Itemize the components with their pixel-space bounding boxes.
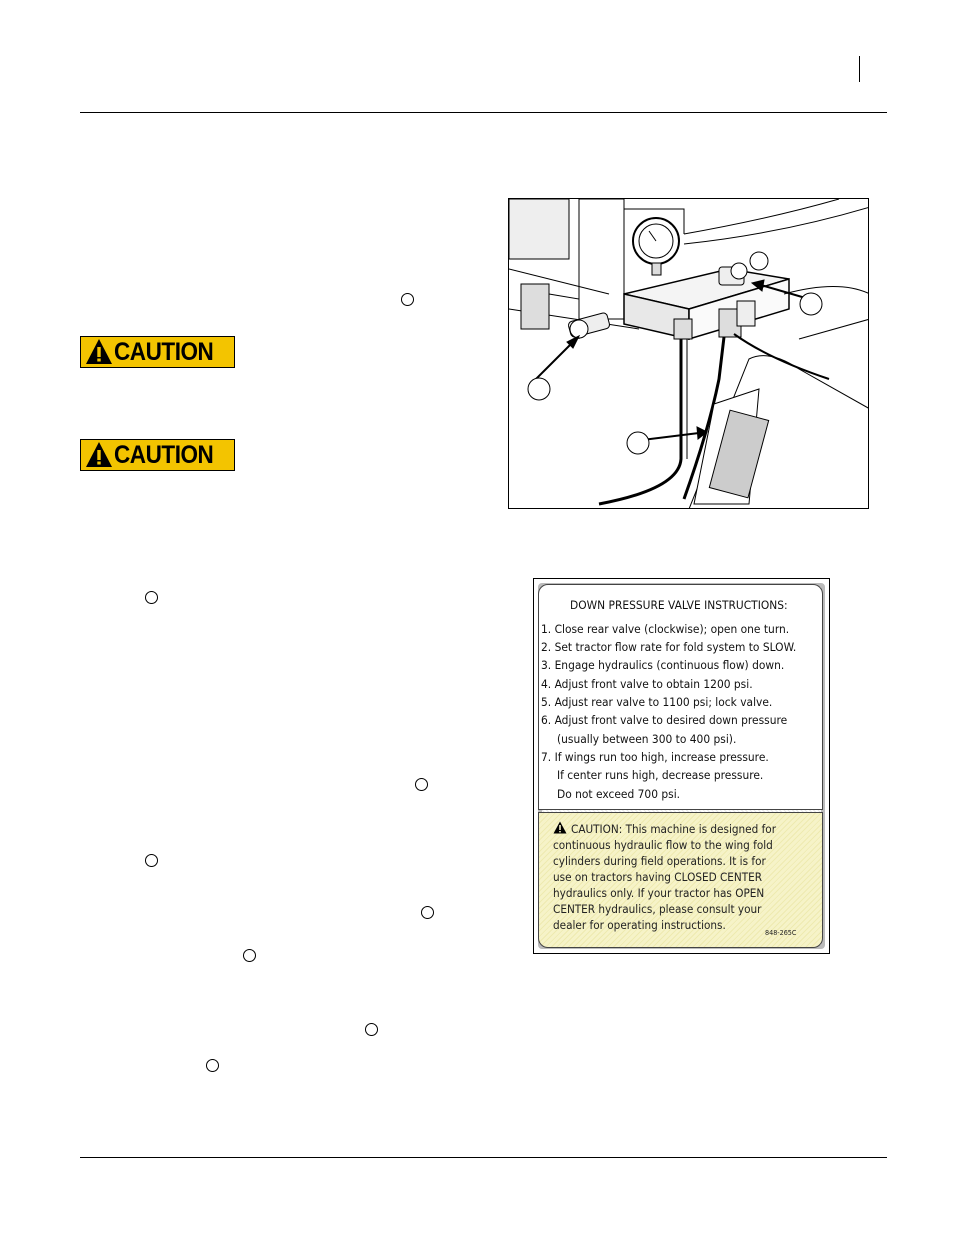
decal-step: 6. Adjust front valve to desired down pressure [541,713,788,727]
warning-triangle-icon [84,440,114,470]
caution-banner [80,336,235,368]
decal-caution-line: cylinders during field operations. It is for [553,854,766,868]
decal-caution-line: continuous hydraulic flow to the wing fold [553,838,773,852]
callout-marker [365,1023,378,1036]
warning-triangle-icon [84,337,114,367]
decal-caution-line: CENTER hydraulics, please consult your [553,902,762,916]
decal-step: If center runs high, decrease pressure. [557,768,764,782]
callout-marker [401,293,414,306]
valve-assembly-illustration [508,198,869,509]
caution-label: CAUTION [114,440,214,469]
decal-step: 4. Adjust front valve to obtain 1200 psi. [541,677,753,691]
warning-triangle-icon [553,821,567,834]
callout-marker [206,1059,219,1072]
decal-step: 3. Engage hydraulics (continuous flow) down. [541,658,785,672]
decal-heading: DOWN PRESSURE VALVE INSTRUCTIONS: [570,598,788,612]
decal-step: 2. Set tractor flow rate for fold system to SLOW. [541,640,797,654]
decal-caution-line: hydraulics only. If your tractor has OPEN [553,886,765,900]
decal-caution-line: CAUTION: This machine is designed for [571,822,777,836]
callout-marker [145,591,158,604]
decal-caution-line: use on tractors having CLOSED CENTER [553,870,763,884]
valve-drawing [509,199,869,509]
footer-rule [80,1157,887,1158]
caution-banner [80,439,235,471]
decal-step: 7. If wings run too high, increase pressure. [541,750,769,764]
caution-label: CAUTION [114,337,214,366]
header-rule [80,112,887,113]
decal-step: 1. Close rear valve (clockwise); open one turn. [541,622,790,636]
decal-caution-line: dealer for operating instructions. [553,918,726,932]
callout-marker [243,949,256,962]
decal-step: 5. Adjust rear valve to 1100 psi; lock valve. [541,695,773,709]
header-divider [859,56,860,82]
decal-step: (usually between 300 to 400 psi). [557,732,737,746]
callout-marker [415,778,428,791]
callout-marker [421,906,434,919]
decal-step: Do not exceed 700 psi. [557,787,681,801]
callout-marker [145,854,158,867]
decal-part-number: 848-265C [765,929,797,937]
